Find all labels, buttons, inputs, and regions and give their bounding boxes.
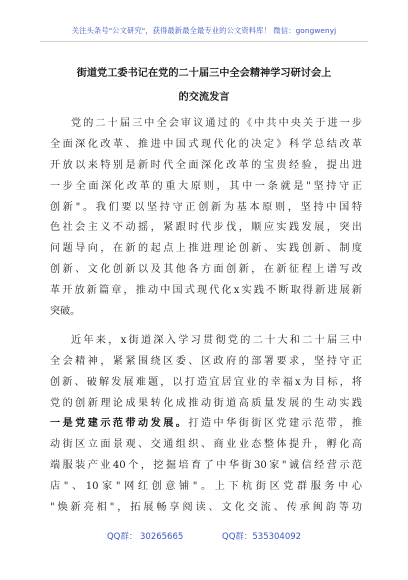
title-line-2: 的交流发言: [178, 92, 230, 103]
paragraph-line: 开放以来特别是新时代全面深化改革的宝贵经验，提出进: [50, 159, 362, 171]
paragraph-line: 突破。: [50, 306, 81, 318]
paragraph-line: 一步全面深化改革的重大原则，其中一条就是"坚持守正: [50, 180, 362, 192]
footer-qq-group-2: QQ群：535304092: [222, 532, 302, 542]
paragraph-1: [50, 114, 362, 323]
paragraph-line: 近年来，x街道深入学习贯彻党的二十大和二十届三中: [71, 334, 362, 346]
paragraph-line: 党的二十届三中全会审议通过的《中共中央关于进一步: [71, 118, 362, 129]
paragraph-line: 色社会主义不动摇，紧跟时代步伐，顺应实践发展，突出: [50, 222, 362, 234]
paragraph-line: 全会精神，紧紧围绕区委、区政府的部署要求，坚持守正: [50, 355, 362, 367]
paragraph-line: 创新、文化创新以及其他各方面创新，在新征程上谱写改: [50, 264, 362, 276]
paragraph-line: 端服装产业40个，挖掘培育了中华街30家"诚信经营示范: [50, 460, 362, 472]
paragraph-line: 创新、破解发展难题，以打造宜居宜业的幸福x为目标，将: [50, 376, 362, 388]
paragraph-line-mixed: [50, 414, 362, 435]
paragraph-line: "焕新亮相"，拓展畅享阅读、文化交流、传承闽韵等功: [50, 502, 362, 514]
document-body: [50, 114, 362, 519]
footer-qq-group-1: QQ群： 30265665: [106, 532, 184, 542]
footer-contact: [0, 530, 408, 542]
paragraph-line: 革开放新篇章，推动中国式现代化x实践不断取得新进展新: [50, 285, 362, 297]
title-line-1: 街道党工委书记在党的二十届三中全会精神学习研讨会上: [76, 68, 332, 79]
header-divider: [40, 41, 368, 42]
paragraph-line: 创新"。我们要以坚持守正创新为基本原则，坚持中国特: [50, 201, 362, 213]
paragraph-line: 全面深化改革、推进中国式现代化的决定》科学总结改革: [50, 138, 362, 150]
paragraph-line: 动街区立面景观、交通组织、商业业态整体提升，孵化高: [50, 439, 362, 451]
paragraph-line: 问题导向，在新的起点上推进理论创新、实践创新、制度: [50, 243, 362, 255]
paragraph-line: 店"、10家"网红创意铺"。上下杭街区党群服务中心: [50, 481, 362, 493]
header-banner: 关注头条号"公文研究"，获得最新最全最专业的公文资料库！ 微信：gongwenyj: [71, 26, 337, 35]
paragraph-2: [50, 331, 362, 519]
paragraph-text: 打造中华街街区党建示范带，推: [188, 418, 362, 430]
emphasis-heading: 一是党建示范带动发展。: [50, 418, 189, 430]
document-title: [44, 62, 364, 110]
paragraph-line: 党的创新理论成果转化成推动街道高质量发展的生动实践: [50, 397, 362, 409]
